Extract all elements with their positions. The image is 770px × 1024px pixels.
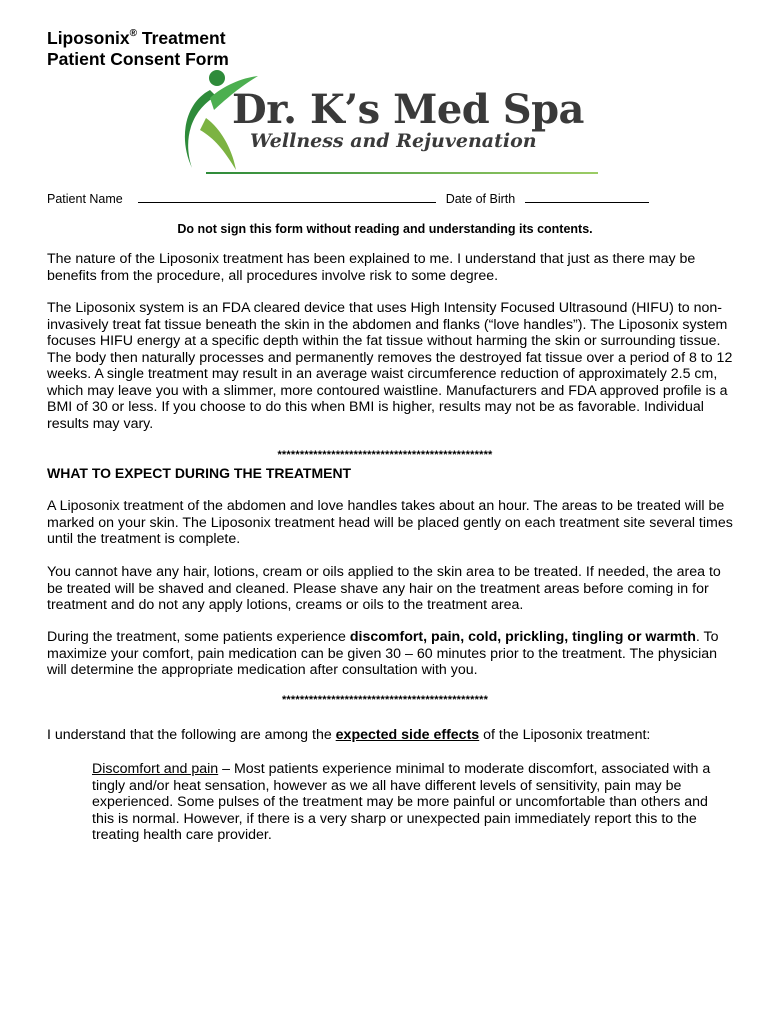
registered-mark: ® [129,28,138,39]
form-title [47,28,229,70]
separator-stars: ************************************************ [277,449,493,461]
logo-underline [206,172,598,174]
intro-paragraph-1: The nature of the Liposonix treatment has been explained to me. I understand that just as there may be benefits from the procedure, all procedures involve risk to some degree. [47,251,696,284]
sensations-bold: discomfort, pain, cold, prickling, tingling or warmth [349,629,696,645]
intro-paragraph-2: The Liposonix system is an FDA cleared device that uses High Intensity Focused Ultrasound (HIFU) to non-invasively treat fat tissue beneath the skin in the abdomen and flanks (“love handles”). The Liposonix system focuses HIFU energy at a specific depth within the fat tissue without harming the skin or surrounding tissue. The body then naturally processes and permanently removes the destroyed fat tissue over a period of 8 to 12 weeks. A single treatment may result in an average waist circumference reduction of approximately 2.5 cm, which may leave you with a slimmer, more contoured waistline. Manufacturers and FDA approved profile is a BMI of 30 or less. If you choose to do this when BMI is higher, results may not be as favorable. Individual results may vary. [47,300,733,432]
title-line2: Patient Consent Form [47,49,229,69]
patient-name-label: Patient Name [47,192,123,206]
side-effect-title: Discomfort and pain [92,761,219,777]
patient-info-row [47,190,649,206]
expect-paragraph-1: A Liposonix treatment of the abdomen and love handles takes about an hour. The areas to be treated will be marked on your skin. The Liposonix treatment head will be placed gently on each treatment site several times until the treatment is complete. [47,498,733,547]
expect-paragraph-2: You cannot have any hair, lotions, cream or oils applied to the skin area to be treated. If needed, the area to be treated will be shaved and cleaned. Please shave any hair on the treatment areas before coming in for treatment and do not any apply lotions, creams or oils to the treatment area. [47,564,721,613]
warning-text: Do not sign this form without reading and understanding its contents. [177,222,593,236]
expect-paragraph-3: During the treatment, some patients experience discomfort, pain, cold, prickling, tingling or warmth. To maximize your comfort, pain medication can be given 30 – 60 minutes prior to the treatment. The physician will determine the appropriate medication after consultation with you. [47,629,719,678]
section-heading-expect: WHAT TO EXPECT DURING THE TREATMENT [47,465,352,481]
separator-stars-2: ********************************************** [281,694,489,706]
title-line1: Liposonix® Treatment [47,28,226,48]
side-effect-discomfort: Discomfort and pain – Most patients experience minimal to moderate discomfort, associated with a tingly and/or heat sensation, however as we all have different levels of sensitivity, pain may be experienced. Some pulses of the treatment may be more painful or uncomfortable than others and this is normal. However, if there is a very sharp or unexpected pain immediately report this to the treating health care provider. [92,761,711,843]
spa-logo [170,68,600,178]
expected-side-effects-emphasis: expected side effects [335,727,480,743]
dob-label: Date of Birth [445,192,516,206]
dob-field[interactable] [525,190,649,203]
logo-tagline: Wellness and Rejuvenation [250,130,537,152]
patient-name-field[interactable] [138,190,436,203]
side-effects-intro: I understand that the following are among the expected side effects of the Liposonix treatment: [47,727,651,743]
logo-name: Dr. K’s Med Spa [232,86,584,133]
